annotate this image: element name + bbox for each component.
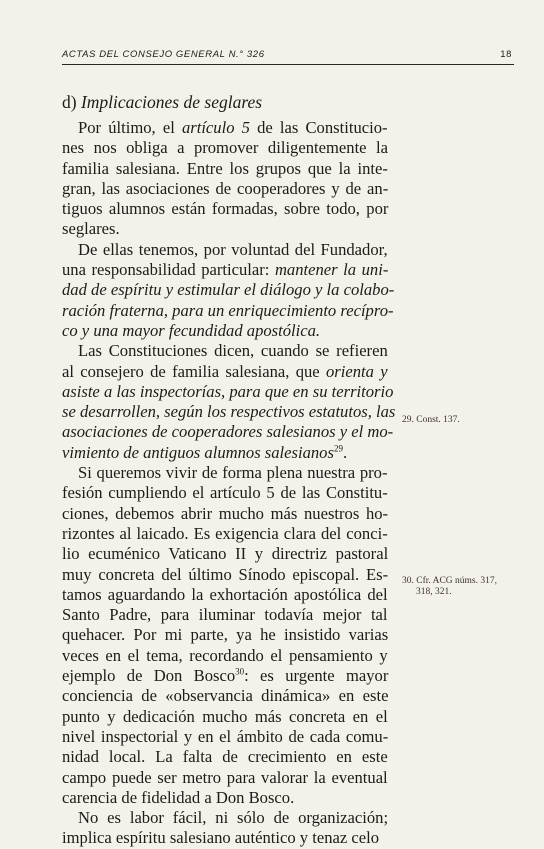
text-run: carencia de fidelidad a Don Bosco.	[62, 787, 295, 807]
text-run: nes nos obliga a promover diligentemente la	[62, 138, 388, 158]
text-run: De ellas tenemos, por voluntad del Fundador,	[78, 239, 388, 259]
text-run: tamos aguardando la exhortación apostólica del	[62, 584, 388, 604]
text-run: quehacer. Por mi parte, ya he insistido varias	[62, 625, 389, 645]
text-run: veces en el tema, recordando el pensamiento y	[62, 645, 388, 665]
body-line	[62, 260, 388, 280]
footnote-ref: 30	[235, 666, 245, 677]
text-run: de las Constitucio-	[249, 118, 388, 137]
body-line	[62, 727, 388, 747]
text-run: Si queremos vivir de forma plena nuestra pro-	[78, 463, 388, 483]
body-line	[62, 422, 394, 442]
text-run: Santo Padre, para iluminar todavía mejor tal	[62, 605, 388, 625]
body-line	[62, 300, 394, 321]
body-line	[62, 524, 388, 544]
body-line	[62, 625, 388, 645]
text-run: conciencia de «observancia dinámica» en este	[62, 686, 389, 706]
section-number: d)	[62, 92, 77, 112]
body-line	[62, 199, 388, 219]
body-line	[62, 280, 395, 300]
running-header-title: ACTAS DEL CONSEJO GENERAL N.° 326	[62, 49, 265, 60]
body-line	[62, 788, 388, 808]
footnote-30-line-2: 318, 321.	[416, 587, 452, 597]
text-run: mantener la uni-	[274, 260, 389, 280]
body-line	[62, 666, 388, 686]
body-line	[62, 362, 388, 382]
footnote-30	[402, 576, 522, 598]
text-run: implica espíritu salesiano auténtico y tenaz celo	[62, 828, 380, 848]
body-line	[62, 808, 388, 828]
text-run: una responsabilidad particular:	[62, 260, 275, 280]
body-text	[62, 118, 396, 849]
footnote-29	[402, 415, 522, 426]
text-run: .	[342, 442, 348, 462]
text-run: ejemplo de Don Bosco	[62, 666, 236, 686]
body-line	[62, 179, 388, 199]
footnote-30-line-1: 30. Cfr. ACG núms. 317,	[402, 576, 498, 586]
text-run: No es labor fácil, ni sólo de organización;	[78, 808, 389, 828]
text-run: rizontes al laicado. Es exigencia clara del conci-	[62, 523, 388, 543]
body-line	[62, 463, 388, 483]
footnote-ref: 29	[333, 443, 343, 454]
footnote-29-text: 29. Const. 137.	[402, 415, 460, 425]
text-run: seglares.	[62, 219, 120, 239]
text-run: fesión cumpliendo el artículo 5 de las Constitu-	[62, 483, 388, 503]
text-run: asociaciones de cooperadores salesianos y el mo-	[62, 422, 394, 442]
body-line	[62, 402, 396, 422]
text-run: asiste a las inspectorías, para que en su territorio	[62, 381, 394, 401]
text-run: : es urgente mayor	[244, 666, 389, 686]
body-line	[62, 240, 388, 260]
header-rule	[62, 64, 514, 65]
body-line	[62, 483, 388, 503]
section-heading	[62, 92, 262, 112]
body-line	[62, 565, 388, 585]
body-line	[62, 138, 388, 158]
body-line	[62, 341, 388, 361]
text-run: vimiento de antiguos alumnos salesianos	[62, 442, 334, 462]
body-line	[62, 707, 388, 727]
text-run: familia salesiana. Entre los grupos que la inte-	[62, 158, 388, 178]
text-run: co y una mayor fecundidad apostólica.	[62, 320, 321, 340]
text-run: nivel inspectorial y en el ámbito de cada comu-	[62, 726, 389, 746]
body-line	[62, 118, 388, 138]
text-run: punto y dedicación mucho más concreta en el	[62, 706, 388, 726]
body-line	[62, 646, 388, 666]
page-number: 18	[500, 49, 512, 60]
body-line	[62, 585, 388, 605]
body-line	[62, 159, 388, 179]
body-line	[62, 219, 388, 239]
running-header	[62, 49, 512, 63]
body-line	[62, 321, 388, 341]
body-line	[62, 747, 388, 767]
body-line	[62, 828, 388, 848]
text-run: ciones, debemos abrir mucho más nuestros ho-	[62, 503, 389, 523]
text-run: al consejero de familia salesiana, que	[62, 361, 326, 381]
text-run: nidad local. La falta de crecimiento en este	[62, 747, 388, 767]
section-title: Implicaciones de seglares	[80, 92, 263, 112]
text-run: ración fraterna, para un enriquecimiento recípro-	[62, 300, 394, 320]
body-line	[62, 768, 388, 788]
body-line	[62, 381, 394, 402]
text-run: gran, las asociaciones de cooperadores y de an-	[62, 178, 389, 198]
text-run: Las Constituciones dicen, cuando se refieren	[78, 341, 388, 361]
body-line	[62, 544, 388, 564]
body-line	[62, 686, 388, 706]
text-run: artículo 5	[181, 118, 250, 137]
text-run: Por último, el	[78, 118, 182, 137]
text-run: muy concreta del último Sínodo episcopal. Es-	[62, 564, 389, 584]
body-line	[62, 443, 388, 463]
body-line	[62, 504, 388, 524]
text-run: tiguos alumnos están formadas, sobre todo, por	[62, 199, 389, 219]
text-run: dad de espíritu y estimular el diálogo y la colabo-	[62, 280, 395, 300]
body-line	[62, 605, 388, 625]
text-run: orienta y	[325, 361, 388, 381]
text-run: campo puede ser metro para valorar la eventual	[62, 767, 388, 787]
text-run: lio ecuménico Vaticano II y directriz pastoral	[62, 544, 389, 564]
text-run: se desarrollen, según los respectivos estatutos, las	[62, 402, 396, 422]
